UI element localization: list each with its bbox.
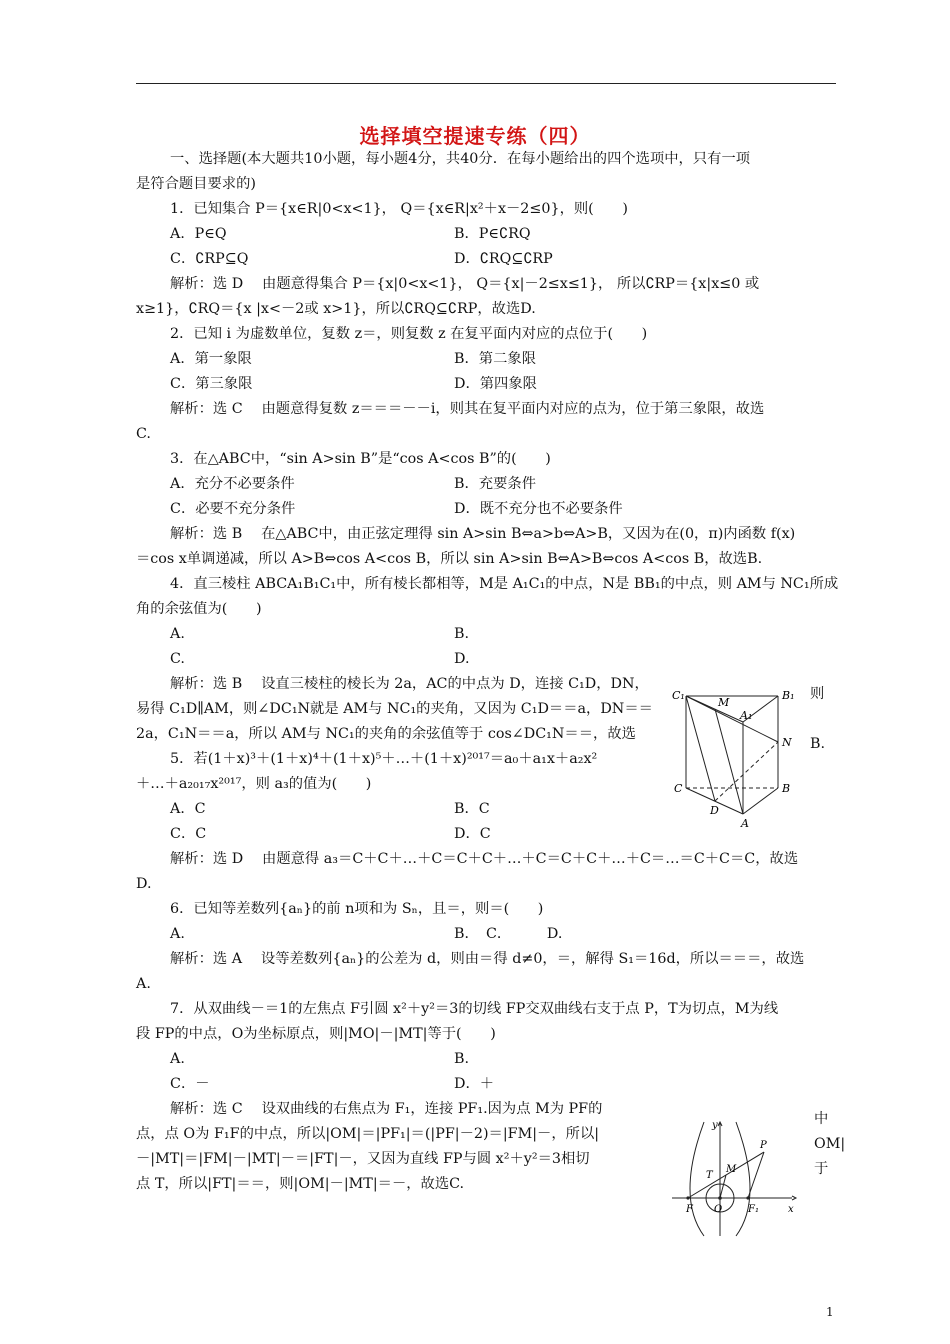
text-line: ＋…＋a₂₀₁₇x²⁰¹⁷，则 a₃的值为( ): [136, 776, 372, 792]
text-line: B．P∈∁RQ: [454, 226, 531, 242]
text-line: 2a，C₁N＝＝a，所以 AM与 NC₁的夹角的余弦值等于 cos∠DC₁N＝＝，故选: [136, 726, 636, 742]
text-line: C．－: [170, 1076, 210, 1092]
text-line: B.: [454, 1051, 470, 1067]
text-line: C．第三象限: [170, 376, 253, 392]
text-line: ＝cos x单调递减，所以 A>B⇔cos A<cos B，所以 sin A>sin B⇔A>B⇔cos A<cos B，故选B.: [136, 551, 763, 567]
text-line: C.: [136, 426, 151, 442]
text-line: －|MT|＝|FM|－|MT|－＝|FT|－，又因为直线 FP与圆 x²＋y²＝3相切: [136, 1151, 590, 1167]
text-line: B.: [454, 626, 470, 642]
text-line: 解析：选 C 设双曲线的右焦点为 F₁，连接 PF₁.因为点 M为 PF的: [170, 1101, 603, 1117]
text-line: 点 T，所以|FT|＝＝，则|OM|－|MT|＝－，故选C.: [136, 1176, 465, 1192]
side-text: 则: [810, 686, 825, 702]
text-line: D．＋: [454, 1076, 495, 1092]
text-line: 4．直三棱柱 ABCA₁B₁C₁中，所有棱长都相等，M是 A₁C₁的中点，N是 BB₁的中点，则 AM与 NC₁所成: [170, 576, 839, 592]
text-line: C．∁RP⊆Q: [170, 251, 249, 267]
text-line: 是符合题目要求的): [136, 176, 256, 192]
text-line: D.: [454, 651, 470, 667]
text-line: D．既不充分也不必要条件: [454, 501, 623, 517]
text-line: D．第四象限: [454, 376, 537, 392]
label-m: M: [718, 696, 730, 709]
text-line: C.: [170, 651, 185, 667]
text-line: 一、选择题(本大题共10小题，每小题4分，共40分．在每小题给出的四个选项中，只有一项: [170, 151, 751, 167]
label-c: C: [674, 782, 683, 795]
label-d: D: [710, 804, 719, 817]
text-line: D．C: [454, 826, 491, 842]
text-line: B． C． D.: [454, 926, 563, 942]
label-a1: A₁: [740, 709, 753, 722]
text-line: A．第一象限: [170, 351, 252, 367]
text-line: 角的余弦值为( ): [136, 601, 262, 617]
side-text: 中: [814, 1111, 829, 1127]
text-line: A．充分不必要条件: [170, 476, 295, 492]
hyperbola-figure: [664, 1112, 814, 1242]
text-line: A.: [170, 1051, 185, 1067]
text-line: 6．已知等差数列{aₙ}的前 n项和为 Sₙ，且＝，则＝( ): [170, 901, 544, 917]
text-line: A.: [170, 926, 185, 942]
text-line: C．必要不充分条件: [170, 501, 296, 517]
side-text: B.: [810, 736, 826, 752]
text-line: 易得 C₁D∥AM，则∠DC₁N就是 AM与 NC₁的夹角，又因为 C₁D＝＝a，DN＝＝: [136, 701, 653, 717]
text-line: A．C: [170, 801, 206, 817]
text-line: 解析：选 B 在△ABC中，由正弦定理得 sin A>sin B⇔a>b⇔A>B，又因为在(0，π)内函数 f(x): [170, 526, 796, 542]
prism-figure: [668, 686, 808, 832]
text-line: B．第二象限: [454, 351, 536, 367]
label-t: T: [706, 1170, 713, 1181]
label-o: O: [714, 1204, 723, 1215]
text-line: C．C: [170, 826, 207, 842]
text-line: 解析：选 A 设等差数列{aₙ}的公差为 d，则由＝得 d≠0，＝，解得 S₁＝16d，所以＝＝＝，故选: [170, 951, 805, 967]
text-line: x≥1}，∁RQ＝{x |x<－2或 x>1}，所以∁RQ⊆∁RP，故选D.: [136, 301, 536, 317]
text-line: 7．从双曲线－＝1的左焦点 F引圆 x²＋y²＝3的切线 FP交双曲线右支于点 P，T为切点，M为线: [170, 1001, 779, 1017]
text-line: 1．已知集合 P＝{x∈R|0<x<1}， Q＝{x∈R|x²＋x－2≤0}，则( ): [170, 201, 628, 217]
text-line: 解析：选 C 由题意得复数 z＝＝＝－－i，则其在复平面内对应的点为，位于第三象限，故选: [170, 401, 765, 417]
text-line: A.: [136, 976, 151, 992]
text-line: B．C: [454, 801, 490, 817]
text-line: D．∁RQ⊆∁RP: [454, 251, 553, 267]
text-line: 2．已知 i 为虚数单位，复数 z＝，则复数 z 在复平面内对应的点位于( ): [170, 326, 648, 342]
text-line: 3．在△ABC中，“sin A>sin B”是“cos A<cos B”的( ): [170, 451, 551, 467]
label-m: M: [726, 1164, 737, 1175]
page-number: 1: [826, 1305, 834, 1319]
label-p: P: [760, 1140, 767, 1151]
text-line: D.: [136, 876, 152, 892]
label-b: B: [782, 782, 791, 795]
label-a: A: [741, 817, 749, 830]
side-text: 于: [814, 1161, 829, 1177]
text-line: 段 FP的中点，O为坐标原点，则|MO|－|MT|等于( ): [136, 1026, 496, 1042]
text-line: B．充要条件: [454, 476, 536, 492]
label-y: y: [712, 1120, 718, 1131]
text-line: 点，点 O为 F₁F的中点，所以|OM|＝|PF₁|＝(|PF|－2)＝|FM|－，所以|: [136, 1126, 600, 1142]
label-c1: C₁: [672, 689, 685, 702]
text-line: 解析：选 D 由题意得 a₃＝C＋C＋…＋C＝C＋C＋…＋C＝C＋C＋…＋C＝…＝C＋C＝C，故选: [170, 851, 799, 867]
text-line: 5．若(1＋x)³＋(1＋x)⁴＋(1＋x)⁵＋…＋(1＋x)²⁰¹⁷＝a₀＋a₁x＋a₂x²: [170, 751, 598, 767]
text-line: 解析：选 B 设直三棱柱的棱长为 2a，AC的中点为 D，连接 C₁D，DN，: [170, 676, 649, 692]
text-line: A.: [170, 626, 185, 642]
label-n: N: [782, 736, 792, 749]
label-f: F: [686, 1204, 693, 1215]
label-x: x: [788, 1204, 794, 1215]
text-line: A．P∈Q: [170, 226, 227, 242]
header-rule: [136, 83, 836, 84]
side-text: OM|: [814, 1136, 846, 1152]
page-title: 选择填空提速专练（四）: [359, 124, 591, 148]
label-f1: F₁: [748, 1204, 759, 1215]
label-b1: B₁: [782, 689, 795, 702]
text-line: 解析：选 D 由题意得集合 P＝{x|0<x<1}， Q＝{x|－2≤x≤1}， 所以∁RP＝{x|x≤0 或: [170, 276, 760, 292]
